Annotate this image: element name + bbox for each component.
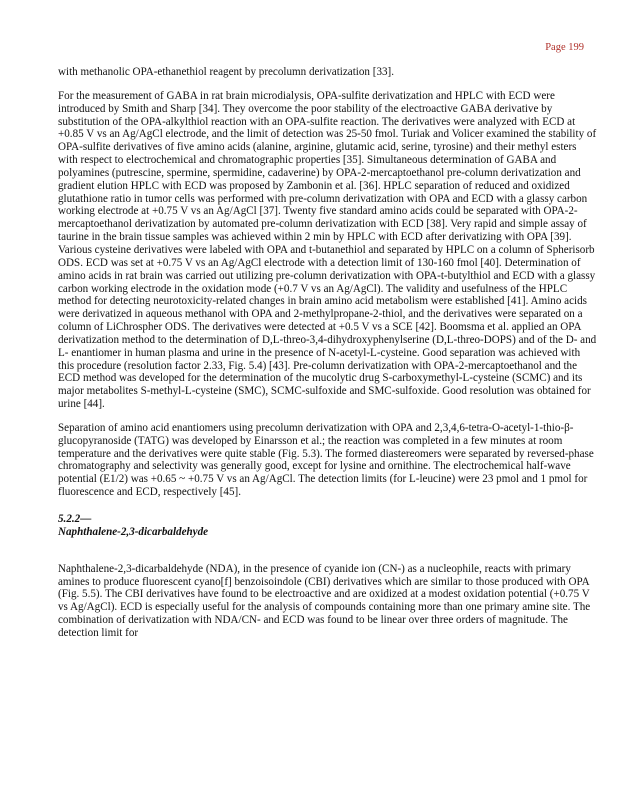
paragraph-enantiomer-separation: Separation of amino acid enantiomers using precolumn derivatization with OPA and 2,3,4,6-tetra-O-acetyl-1-thio-β-glucopyranoside (TATG) was developed by Einarsson et al.; the reaction was completed in a few minutes at room temperature and the derivatives were quite stable (Fig. 5.3). The formed diastereomers were separated by reversed-phase chromatography and selectivity was generally good, except for lysine and ornithine. The electrochemical half-wave potential (E1/2) was +0.65 ~ +0.75 V vs an Ag/AgCl. The detection limits (for L-leucine) were 23 pmol and 1 pmol for fluorescence and ECD, respectively [45]. [58, 421, 594, 499]
paragraph-gaba-derivatization: For the measurement of GABA in rat brain microdialysis, OPA-sulfite derivatization and HPLC with ECD were introduced by Smith and Sharp [34]. They overcome the poor stability of the electroactive GABA derivative by substitution of the OPA-alkylthiol reaction with an OPA-sulfite reaction. The derivatives were analyzed with ECD at +0.85 V vs an Ag/AgCl electrode, and the limit of detection was 25-50 fmol. Turiak and Volicer examined the stability of OPA-sulfite derivatives of five amino acids (alanine, arginine, glutamic acid, serine, tyrosine) and their methyl esters with respect to electrochemical and chromatographic properties [35]. Simultaneous determination of GABA and polyamines (putrescine, spermine, spermidine, cadaverine) by OPA-2-mercaptoethanol pre-column derivatization and gradient elution HPLC with ECD was proposed by Zambonin et al. [36]. HPLC separation of reduced and oxidized glutathione ratio in tumor cells was performed with pre-column derivatization with OPA and ECD with a glassy carbon working electrode at +0.75 V vs an Ag/AgCl [37]. Twenty five standard amino acids could be separated with OPA-2-mercaptoethanol derivatization by automated pre-column derivatization with ECD [38]. Very rapid and simple assay of taurine in the brain tissue samples was achieved within 2 min by HPLC with ECD after derivatizing with OPA [39]. Various cysteine derivatives were labeled with OPA and t-butanethiol and separated by HPLC on a column of Spherisorb ODS. ECD was set at +0.75 V vs an Ag/AgCl electrode with a detection limit of 130-160 fmol [40]. Determination of amino acids in rat brain was carried out utilizing pre-column derivatization with OPA-t-butylthiol and ECD with a glassy carbon working electrode in the oxidation mode (+0.7 V vs an Ag/AgCl). The validity and usefulness of the HPLC method for detecting neurotoxicity-related changes in brain amino acid metabolism were established [41]. Amino acids were derivatized in aqueous methanol with OPA and 2-methylpropane-2-thiol, and the derivatives were separated on a column of LiChrospher ODS. The derivatives were detected at +0.5 V vs a SCE [42]. Boomsma et al. applied an OPA derivatization method to the determination of D,L-threo-3,4-dihydroxyphenylserine (D,L-threo-DOPS) and of the D- and L- enantiomer in human plasma and urine in the presence of N-acetyl-L-cysteine. Good separation was achieved with this procedure (resolution factor 2.33, Fig. 5.4) [43]. Pre-column derivatization with OPA-2-mercaptoethanol and the ECD method was developed for the determination of the mucolytic drug S-carboxymethyl-L-cysteine (SCMC) and its major metabolites S-methyl-L-cysteine (SMC), SCMC-sulfoxide and SMC-sulfoxide. Good resolution was obtained for urine [44]. [58, 89, 597, 411]
section-title: Naphthalene-2,3-dicarbaldehyde [58, 525, 209, 538]
section-number: 5.2.2— [58, 513, 92, 525]
paragraph-nda: Naphthalene-2,3-dicarbaldehyde (NDA), in the presence of cyanide ion (CN-) as a nucleophile, reacts with primary amines to produce fluorescent cyano[f] benzoisoindole (CBI) derivatives which are similar to those produced with OPA (Fig. 5.5). The CBI derivatives have found to be electroactive and are oxidized at a modest oxidation potential (+0.75 V vs Ag/AgCl). ECD is especially useful for the analysis of compounds containing more than one primary amine site. The combination of derivatization with NDA/CN- and ECD was found to be linear over three orders of magnitude. The detection limit for [58, 562, 591, 639]
page-content [58, 66, 598, 651]
page-number: Page 199 [545, 42, 584, 53]
paragraph-continuation: with methanolic OPA-ethanethiol reagent by precolumn derivatization [33]. [58, 66, 395, 78]
